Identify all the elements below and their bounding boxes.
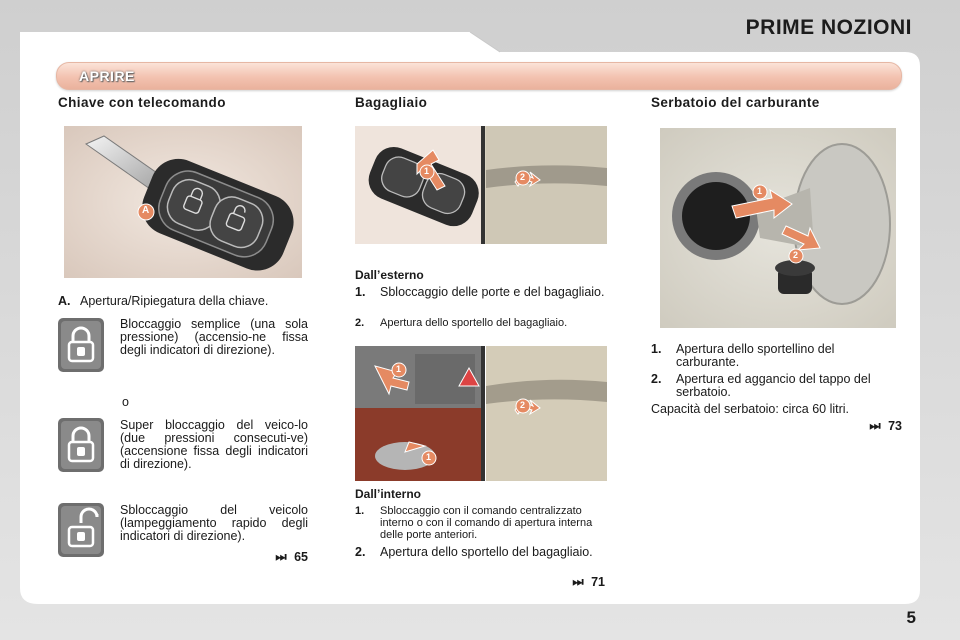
outside-item-1 (355, 286, 605, 299)
outside-subtitle: Dall’esterno (355, 268, 424, 282)
boot-ext-callout-2: 2 (520, 172, 526, 182)
inside-item-2-num: 2. (355, 545, 366, 559)
boot-ext-callout-1: 1 (424, 166, 430, 176)
outside-item-2 (355, 317, 610, 329)
boot-int-callout-2: 2 (520, 400, 526, 410)
page-ref-71[interactable] (572, 575, 605, 590)
single-lock-text: Bloccaggio semplice (una sola pressione) (accensio-ne fissa degli indicatori di direzione). (120, 317, 308, 357)
remote-key-photo (64, 126, 302, 278)
fuel-callout-2: 2 (793, 250, 799, 260)
inside-item-2 (355, 546, 605, 559)
caption-a (58, 295, 318, 308)
inside-subtitle: Dall’interno (355, 487, 422, 501)
section-title: APRIRE (79, 68, 135, 84)
fuel-item-2-text: Apertura ed aggancio del tappo del serbatoio. (676, 372, 871, 399)
column-title-fuel: Serbatoio del carburante (651, 95, 820, 110)
outside-item-1-num: 1. (355, 285, 366, 299)
page-ref-number: 71 (591, 575, 605, 589)
page-ref-73[interactable] (869, 419, 902, 434)
fuel-item-2-num: 2. (651, 372, 662, 386)
fuel-item-1 (651, 343, 901, 369)
inside-item-2-text: Apertura dello sportello del bagagliaio. (380, 545, 593, 559)
fuel-cap-photo (660, 128, 896, 328)
page-ref-arrow-icon: ⏭ (572, 575, 584, 589)
caption-a-text: Apertura/Ripiegatura della chiave. (79, 294, 269, 308)
page-ref-number: 73 (888, 419, 902, 433)
caption-a-letter: A. (58, 294, 71, 308)
outside-item-1-text: Sbloccaggio delle porte e del bagagliaio. (380, 285, 605, 299)
boot-exterior-photo (355, 126, 607, 244)
unlock-icon (58, 503, 104, 557)
column-title-key: Chiave con telecomando (58, 95, 226, 110)
page-number: 5 (906, 608, 916, 627)
outside-item-2-num: 2. (355, 317, 365, 329)
fuel-item-1-text: Apertura dello sportellino del carburante. (676, 342, 835, 369)
inside-item-1-num: 1. (355, 505, 365, 517)
super-lock-text: Super bloccaggio del veico-lo (due pressioni consecuti-ve) (accensione fissa degli indicatori di direzione). (120, 418, 308, 471)
page-title: PRIME NOZIONI (745, 16, 912, 39)
outside-item-2-text: Apertura dello sportello del bagagliaio. (380, 317, 568, 329)
double-lock-icon (58, 418, 104, 472)
fuel-item-2 (651, 373, 901, 399)
page-ref-arrow-icon: ⏭ (869, 419, 881, 433)
lock-icon (58, 318, 104, 372)
fuel-item-1-num: 1. (651, 342, 662, 356)
page-ref-number: 65 (294, 550, 308, 564)
page-ref-65[interactable] (275, 550, 308, 565)
or-text: o (122, 395, 129, 409)
boot-int-callout-1: 1 (396, 364, 402, 374)
page-ref-arrow-icon: ⏭ (275, 550, 287, 564)
boot-int-callout-1b: 1 (426, 452, 432, 462)
fuel-capacity: Capacità del serbatoio: circa 60 litri. (651, 402, 850, 416)
column-title-boot: Bagagliaio (355, 95, 428, 110)
key-callout-a: A (142, 205, 150, 216)
fuel-callout-1: 1 (757, 186, 763, 196)
inside-item-1 (355, 505, 610, 541)
boot-interior-photo (355, 346, 607, 481)
unlock-text: Sbloccaggio del veicolo (lampeggiamento rapido degli indicatori di direzione). (120, 503, 308, 543)
inside-item-1-text: Sbloccaggio con il comando centralizzato interno o con il comando di apertura interna delle porte anteriori. (380, 505, 593, 541)
section-header-bar (56, 62, 902, 90)
